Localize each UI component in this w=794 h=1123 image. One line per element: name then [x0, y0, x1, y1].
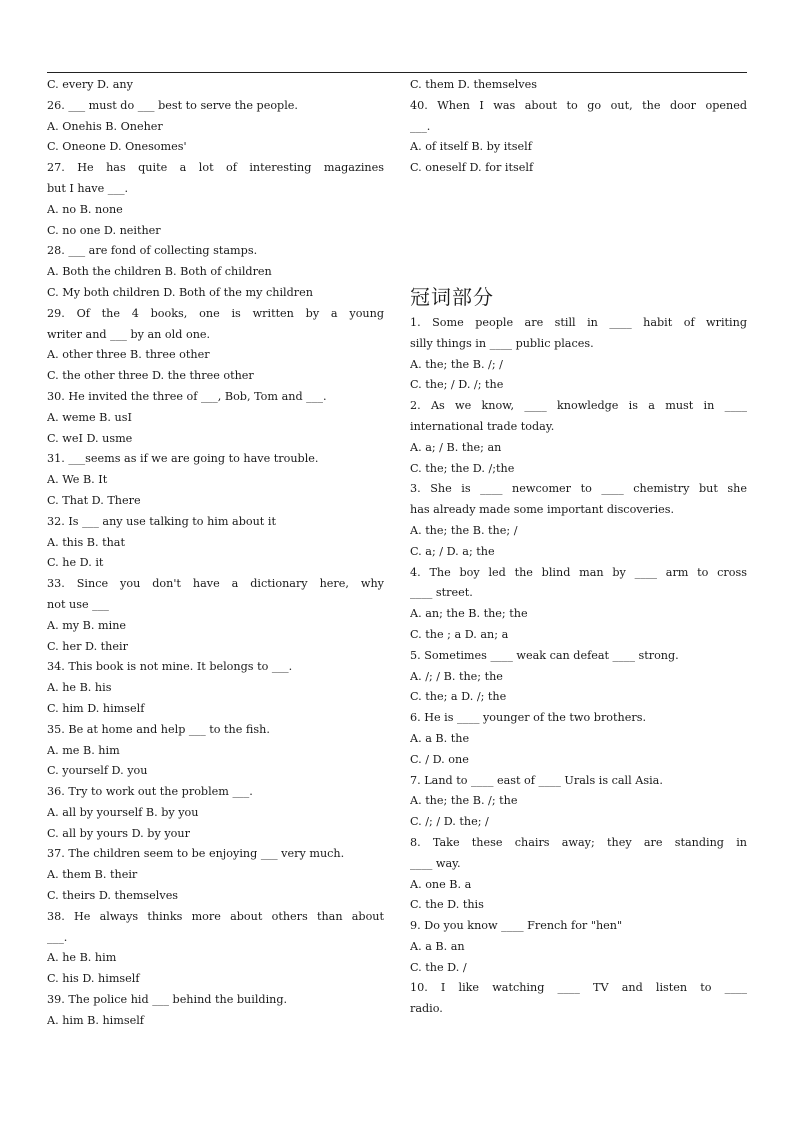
text-line: C. him D. himself: [47, 701, 145, 715]
text-line: radio.: [410, 1002, 443, 1016]
text-line: C. the; / D. /; the: [410, 378, 504, 392]
text-line: A. Both the children B. Both of children: [47, 265, 272, 279]
text-line: 3. She is ____ newcomer to ____ chemistry but she: [410, 482, 747, 496]
text-line: 26. ___ must do ___ best to serve the people.: [47, 98, 298, 112]
text-line: C. them D. themselves: [410, 78, 537, 91]
text-line: 38. He always thinks more about others than about: [47, 909, 384, 923]
text-line: 6. He is ____ younger of the two brothers.: [410, 711, 647, 725]
header-rule: [47, 72, 747, 73]
text-line: 5. Sometimes ____ weak can defeat ____ strong.: [410, 648, 679, 662]
text-line: 28. ___ are fond of collecting stamps.: [47, 244, 258, 258]
left-column: [47, 75, 384, 1032]
text-line: C. Oneone D. Onesomes': [47, 140, 187, 154]
text-line: 32. Is ___ any use talking to him about it: [47, 514, 276, 528]
text-line: A. me B. him: [47, 743, 120, 757]
text-line: C. the other three D. the three other: [47, 369, 254, 383]
text-line: C. all by yours D. by your: [47, 826, 190, 840]
text-line: C. the; the D. /;the: [410, 461, 515, 475]
text-line: ___.: [47, 930, 68, 944]
text-line: ____ street.: [410, 586, 473, 600]
text-line: 35. Be at home and help ___ to the fish.: [47, 722, 270, 736]
text-line: C. the ; a D. an; a: [410, 627, 509, 641]
text-line: 9. Do you know ____ French for "hen": [410, 919, 623, 933]
text-line: international trade today.: [410, 419, 555, 433]
text-line: A. he B. his: [47, 681, 112, 695]
article-questions: [410, 313, 747, 1020]
text-line: C. every D. any: [47, 78, 133, 91]
text-line: A. the; the B. /; /: [410, 357, 503, 371]
text-line: writer and ___ by an old one.: [47, 327, 211, 341]
text-line: 1. Some people are still in ____ habit of writing: [410, 315, 747, 329]
text-line: A. a B. an: [410, 939, 465, 953]
text-line: ____ way.: [410, 856, 461, 870]
text-line: A. them B. their: [47, 868, 138, 882]
text-line: 34. This book is not mine. It belongs to ___.: [47, 660, 293, 674]
text-line: C. he D. it: [47, 556, 104, 570]
right-column: [410, 75, 747, 1020]
text-line: A. weme B. usI: [47, 410, 132, 424]
text-line: 33. Since you don't have a dictionary here, why: [47, 577, 384, 591]
text-line: A. a B. the: [410, 731, 470, 745]
text-line: 2. As we know, ____ knowledge is a must in ____: [410, 399, 747, 413]
text-line: C. her D. their: [47, 639, 128, 653]
text-line: A. no B. none: [47, 202, 123, 216]
pronoun-questions-continued: [410, 75, 747, 179]
text-line: has already made some important discoveries.: [410, 503, 675, 517]
text-line: 39. The police hid ___ behind the building.: [47, 993, 288, 1007]
text-line: C. yourself D. you: [47, 764, 148, 778]
text-line: C. the D. this: [410, 898, 484, 912]
text-line: 7. Land to ____ east of ____ Urals is call Asia.: [410, 773, 663, 787]
text-line: A. him B. himself: [47, 1013, 144, 1027]
text-line: C. the; a D. /; the: [410, 690, 507, 704]
text-line: C. oneself D. for itself: [410, 161, 534, 175]
text-line: 29. Of the 4 books, one is written by a young: [47, 306, 384, 320]
column-gap: [410, 179, 747, 283]
text-line: C. My both children D. Both of the my children: [47, 285, 313, 299]
text-line: A. the; the B. the; /: [410, 523, 518, 537]
text-line: 27. He has quite a lot of interesting magazines: [47, 161, 384, 175]
text-line: silly things in ____ public places.: [410, 336, 594, 350]
section-heading: 冠词部分: [410, 284, 494, 309]
text-line: 4. The boy led the blind man by ____ arm to cross: [410, 565, 747, 579]
text-line: A. he B. him: [47, 951, 117, 965]
text-line: A. one B. a: [410, 877, 472, 891]
text-line: 30. He invited the three of ___, Bob, Tom and ___.: [47, 389, 327, 403]
text-line: A. of itself B. by itself: [410, 140, 532, 154]
text-line: 8. Take these chairs away; they are standing in: [410, 835, 747, 849]
text-line: A. other three B. three other: [47, 348, 210, 362]
text-line: C. no one D. neither: [47, 223, 161, 237]
text-line: A. a; / B. the; an: [410, 440, 502, 454]
text-line: C. the D. /: [410, 960, 467, 974]
text-line: C. a; / D. a; the: [410, 544, 495, 558]
text-line: 36. Try to work out the problem ___.: [47, 785, 253, 799]
text-line: C. his D. himself: [47, 972, 140, 986]
text-line: C. / D. one: [410, 752, 469, 766]
text-line: 10. I like watching ____ TV and listen to ____: [410, 981, 747, 995]
text-line: A. /; / B. the; the: [410, 669, 503, 683]
text-line: ___.: [410, 119, 431, 133]
text-line: C. theirs D. themselves: [47, 889, 179, 903]
text-line: A. my B. mine: [47, 618, 127, 632]
text-line: A. an; the B. the; the: [410, 607, 528, 621]
text-line: but I have ___.: [47, 181, 129, 195]
text-line: A. We B. It: [47, 473, 108, 487]
text-line: 40. When I was about to go out, the door opened: [410, 98, 747, 112]
text-line: 37. The children seem to be enjoying ___ very much.: [47, 847, 345, 861]
text-line: A. the; the B. /; the: [410, 794, 518, 808]
text-line: C. weI D. usme: [47, 431, 133, 445]
text-line: 31. ___seems as if we are going to have trouble.: [47, 452, 319, 466]
text-line: C. That D. There: [47, 493, 141, 507]
text-line: not use ___: [47, 597, 109, 611]
text-line: A. all by yourself B. by you: [47, 805, 199, 819]
text-line: C. /; / D. the; /: [410, 815, 489, 829]
text-line: A. this B. that: [47, 535, 125, 549]
text-line: A. Onehis B. Oneher: [47, 119, 163, 133]
